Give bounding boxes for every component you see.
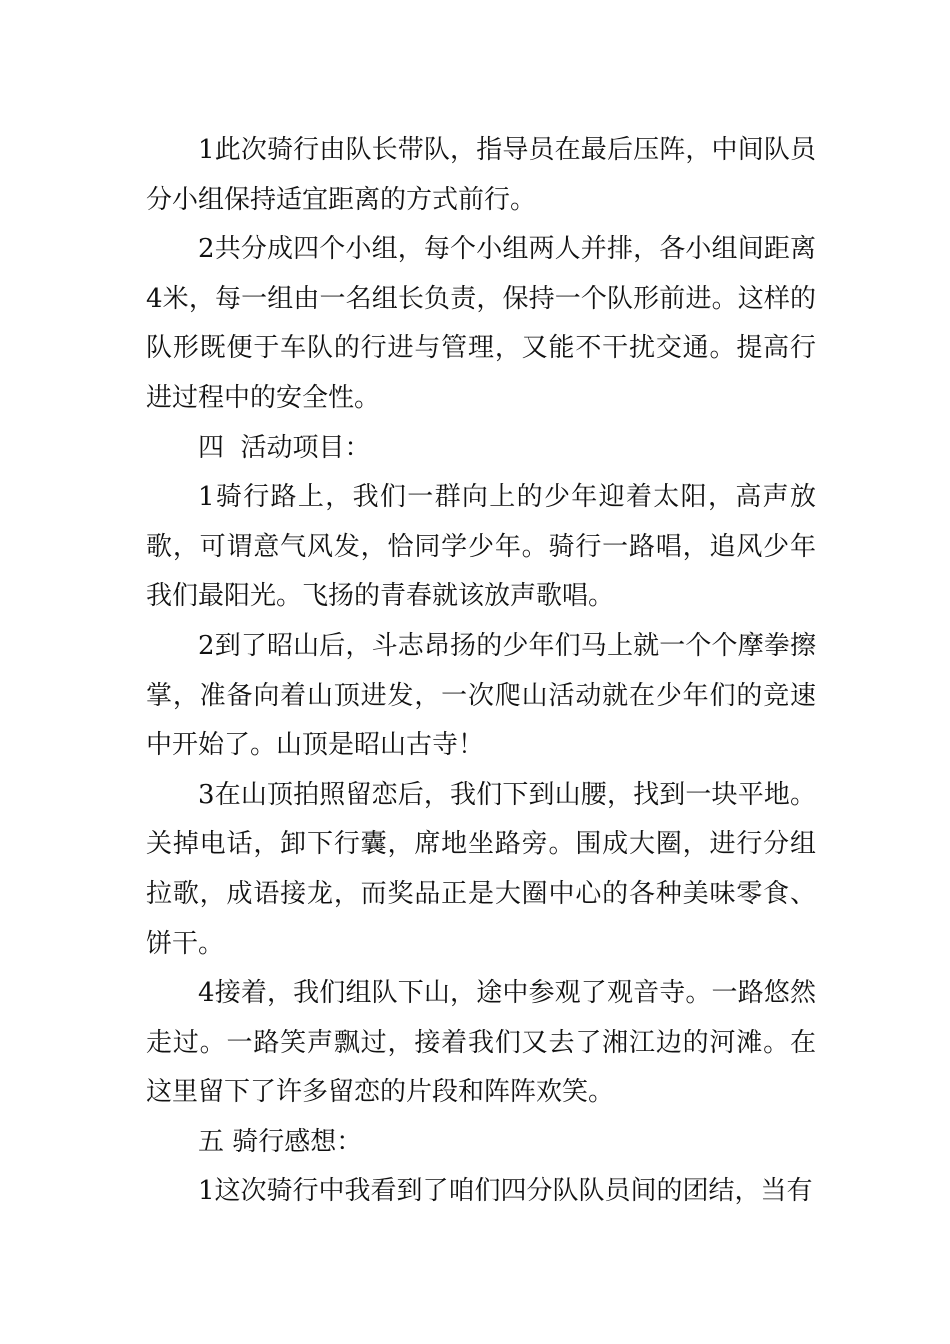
paragraph-formation: 1此次骑行由队长带队，指导员在最后压阵，中间队员分小组保持适宜距离的方式前行。: [146, 135, 816, 215]
section-heading-activities: 四 活动项目：: [198, 432, 371, 463]
paragraph-reflection-1: 1这次骑行中我看到了咱们四分队队员间的团结，当有: [198, 1176, 813, 1207]
paragraph-activity-3: 3在山顶拍照留恋后，我们下到山腰，找到一块平地。关掉电话，卸下行囊，席地坐路旁。围成大圈，进行分组拉歌，成语接龙，而奖品正是大圈中心的各种美味零食、饼干。: [146, 779, 816, 959]
paragraph-activity-4: 4接着，我们组队下山，途中参观了观音寺。一路悠然走过。一路笑声飘过，接着我们又去了湘江边的河滩。在这里留下了许多留恋的片段和阵阵欢笑。: [146, 978, 816, 1108]
paragraph-groups: 2共分成四个小组，每个小组两人并排，各小组间距离4米，每一组由一名组长负责，保持一个队形前进。这样的队形既便于车队的行进与管理，又能不干扰交通。提高行进过程中的安全性。: [146, 234, 816, 413]
section-heading-reflections: 五 骑行感想：: [198, 1126, 363, 1157]
paragraph-activity-1: 1骑行路上，我们一群向上的少年迎着太阳，高声放歌，可谓意气风发，恰同学少年。骑行一路唱，追风少年我们最阳光。飞扬的青春就该放声歌唱。: [146, 482, 816, 612]
document-body: [146, 126, 816, 1217]
paragraph-activity-2: 2到了昭山后，斗志昂扬的少年们马上就一个个摩拳擦掌，准备向着山顶进发，一次爬山活动就在少年们的竞速中开始了。山顶是昭山古寺！: [146, 630, 816, 761]
